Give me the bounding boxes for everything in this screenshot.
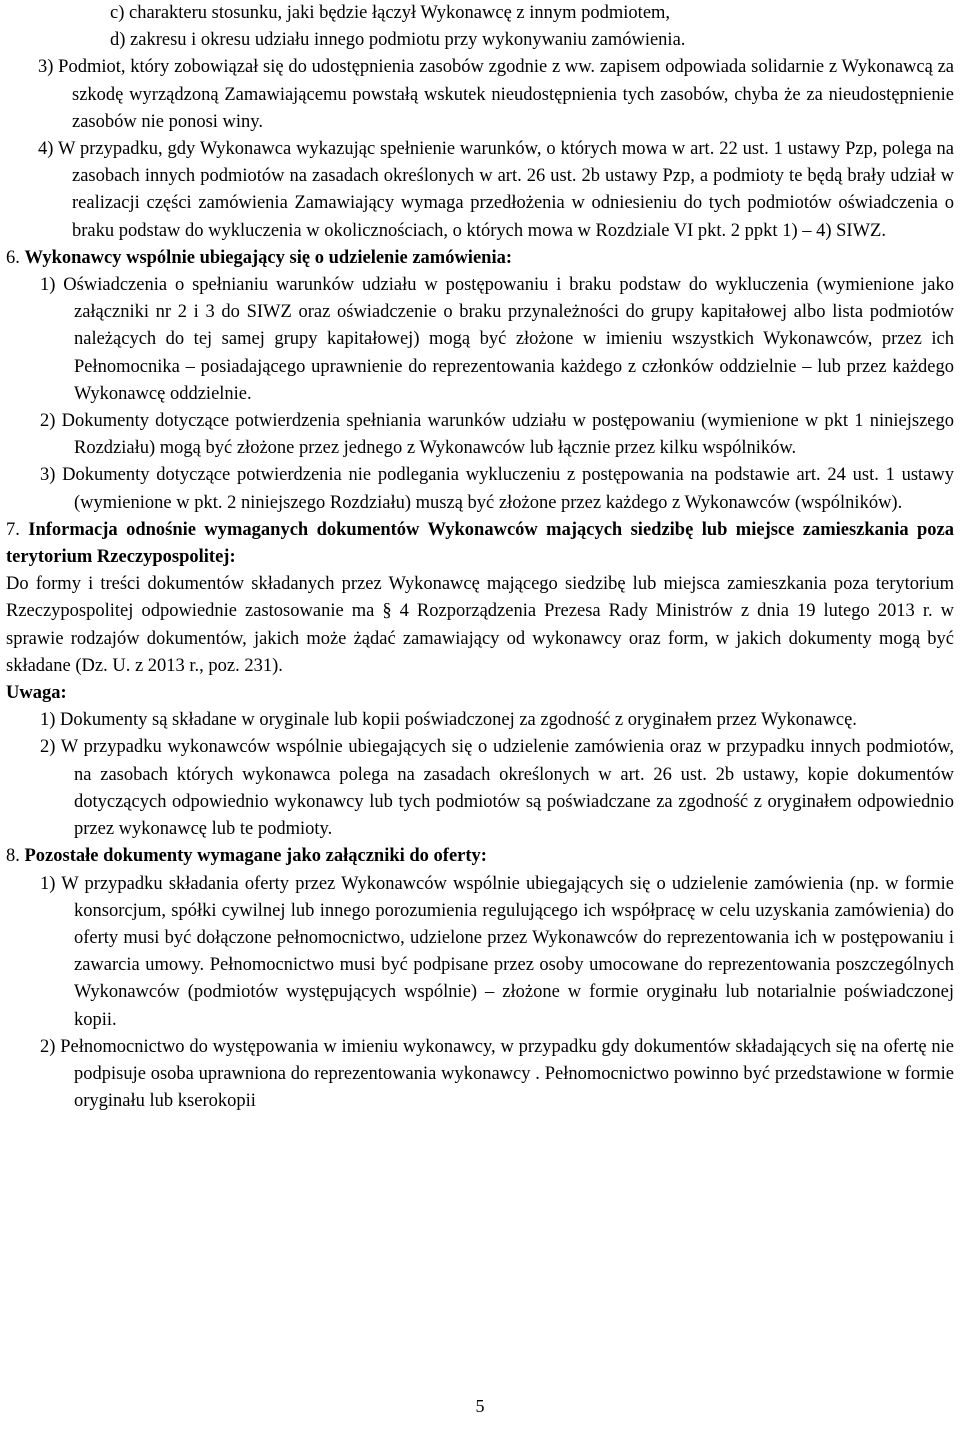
section-7-body: Do formy i treści dokumentów składanych przez Wykonawcę mającego siedzibę lub miejsca zamieszkania poza terytorium Rzeczypospolitej odpowiednie zastosowanie ma § 4 Rozporządzenia Prezesa Rady Ministrów z dnia 19 lutego 2013 r. w sprawie rodzajów dokumentów, jakich może żądać zamawiający od wykonawcy oraz form, w jakich dokumenty mogą być składane (Dz. U. z 2013 r., poz. 231). bbox=[6, 574, 954, 676]
section-8-heading bbox=[6, 843, 954, 870]
section-8-number: 8. bbox=[6, 846, 20, 867]
section-6-item-1: 1) Oświadczenia o spełnianiu warunków udziału w postępowaniu i braku podstaw do wykluczenia (wymienione jako załączniki nr 2 i 3 do SIWZ oraz oświadczenie o braku przynależności do grupy kapitałowej albo lista podmiotów należących do tej samej grupy kapitałowej) mogą być złożone w imieniu wszystkich Wykonawców, przez ich Pełnomocnika – posiadającego uprawnienie do reprezentowania każdego z członków oddzielnie – lub przez każdego Wykonawcę oddzielnie. bbox=[40, 275, 954, 404]
section-8-title: Pozostałe dokumenty wymagane jako załączniki do oferty: bbox=[24, 846, 487, 867]
section-7-number: 7. bbox=[6, 519, 20, 540]
note-title: Uwaga: bbox=[6, 683, 67, 704]
section-6-title: Wykonawcy wspólnie ubiegający się o udzielenie zamówienia: bbox=[24, 247, 512, 268]
paragraph-3: 3) Podmiot, który zobowiązał się do udostępnienia zasobów zgodnie z ww. zapisem odpowiada solidarnie z Wykonawcą za szkodę wyrządzoną Zamawiającemu powstałą wskutek nieudostępnienia tych zasobów, chyba że za nieudostępnienie zasobów nie ponosi winy. bbox=[38, 57, 954, 132]
section-8-item-2: 2) Pełnomocnictwo do występowania w imieniu wykonawcy, w przypadku gdy dokumentów składających się na ofertę nie podpisuje osoba uprawniona do reprezentowania wykonawcy . Pełnomocnictwo powinno być przedstawione w formie oryginału lub kserokopii bbox=[40, 1036, 954, 1112]
paragraph-4: 4) W przypadku, gdy Wykonawca wykazując spełnienie warunków, o których mowa w art. 22 ust. 1 ustawy Pzp, polega na zasobach innych podmiotów na zasadach określonych w art. 26 ust. 2b ustawy Pzp, a podmioty te będą brały udział w realizacji części zamówienia Zamawiający wymaga przedłożenia w odniesieniu do tych podmiotów oświadczenia o braku podstaw do wykluczenia w okolicznościach, o których mowa w Rozdziale VI pkt. 2 ppkt 1) – 4) SIWZ. bbox=[38, 139, 954, 241]
page-number: 5 bbox=[475, 1396, 485, 1416]
note-heading bbox=[6, 680, 954, 707]
section-7-item-2: 2) W przypadku wykonawców wspólnie ubiegających się o udzielenie zamówienia oraz w przypadku innych podmiotów, na zasobach których wykonawca polega na zasadach określonych w art. 26 ust. 2b ustawy, kopie dokumentów dotyczących odpowiednio wykonawcy lub tych podmiotów są poświadczane za zgodność z oryginałem odpowiednio przez wykonawcę lub te podmioty. bbox=[40, 737, 954, 840]
section-7-item-1: 1) Dokumenty są składane w oryginale lub kopii poświadczonej za zgodność z oryginałem przez Wykonawcę. bbox=[40, 710, 857, 731]
section-6-number: 6. bbox=[6, 247, 20, 268]
section-7-heading bbox=[6, 517, 954, 571]
section-8-item-1: 1) W przypadku składania oferty przez Wykonawców wspólnie ubiegających się o udzielenie zamówienia (np. w formie konsorcjum, spółki cywilnej lub innego porozumienia regulującego ich współpracę w celu uzyskania zamówienia) do oferty musi być dołączone pełnomocnictwo, udzielone przez Wykonawców do reprezentowania ich w postępowaniu i zawarcia umowy. Pełnomocnictwo musi być podpisane przez osoby umocowane do reprezentowania poszczególnych Wykonawców (podmiotów występujących wspólnie) – złożone w formie oryginału lub notarialnie poświadczonej kopii. bbox=[40, 873, 954, 1030]
document-page bbox=[6, 0, 954, 1115]
section-6-item-2: 2) Dokumenty dotyczące potwierdzenia spełniania warunków udziału w postępowaniu (wymienione w pkt 1 niniejszego Rozdziału) mogą być złożone przez jednego z Wykonawców lub łącznie przez kilku wspólników. bbox=[40, 411, 954, 459]
section-6-item-3: 3) Dokumenty dotyczące potwierdzenia nie podlegania wykluczeniu z postępowania na podstawie art. 24 ust. 1 ustawy (wymienione w pkt. 2 niniejszego Rozdziału) muszą być złożone przez każdego z Wykonawców (wspólników). bbox=[40, 465, 954, 513]
section-6-heading bbox=[6, 245, 954, 272]
list-item-c: c) charakteru stosunku, jaki będzie łączył Wykonawcę z innym podmiotem, bbox=[110, 3, 671, 23]
section-7-title: Informacja odnośnie wymaganych dokumentów Wykonawców mających siedzibę lub miejsce zamieszkania poza terytorium Rzeczypospolitej: bbox=[6, 519, 954, 568]
list-item-d: d) zakresu i okresu udziału innego podmiotu przy wykonywaniu zamówienia. bbox=[110, 30, 686, 51]
